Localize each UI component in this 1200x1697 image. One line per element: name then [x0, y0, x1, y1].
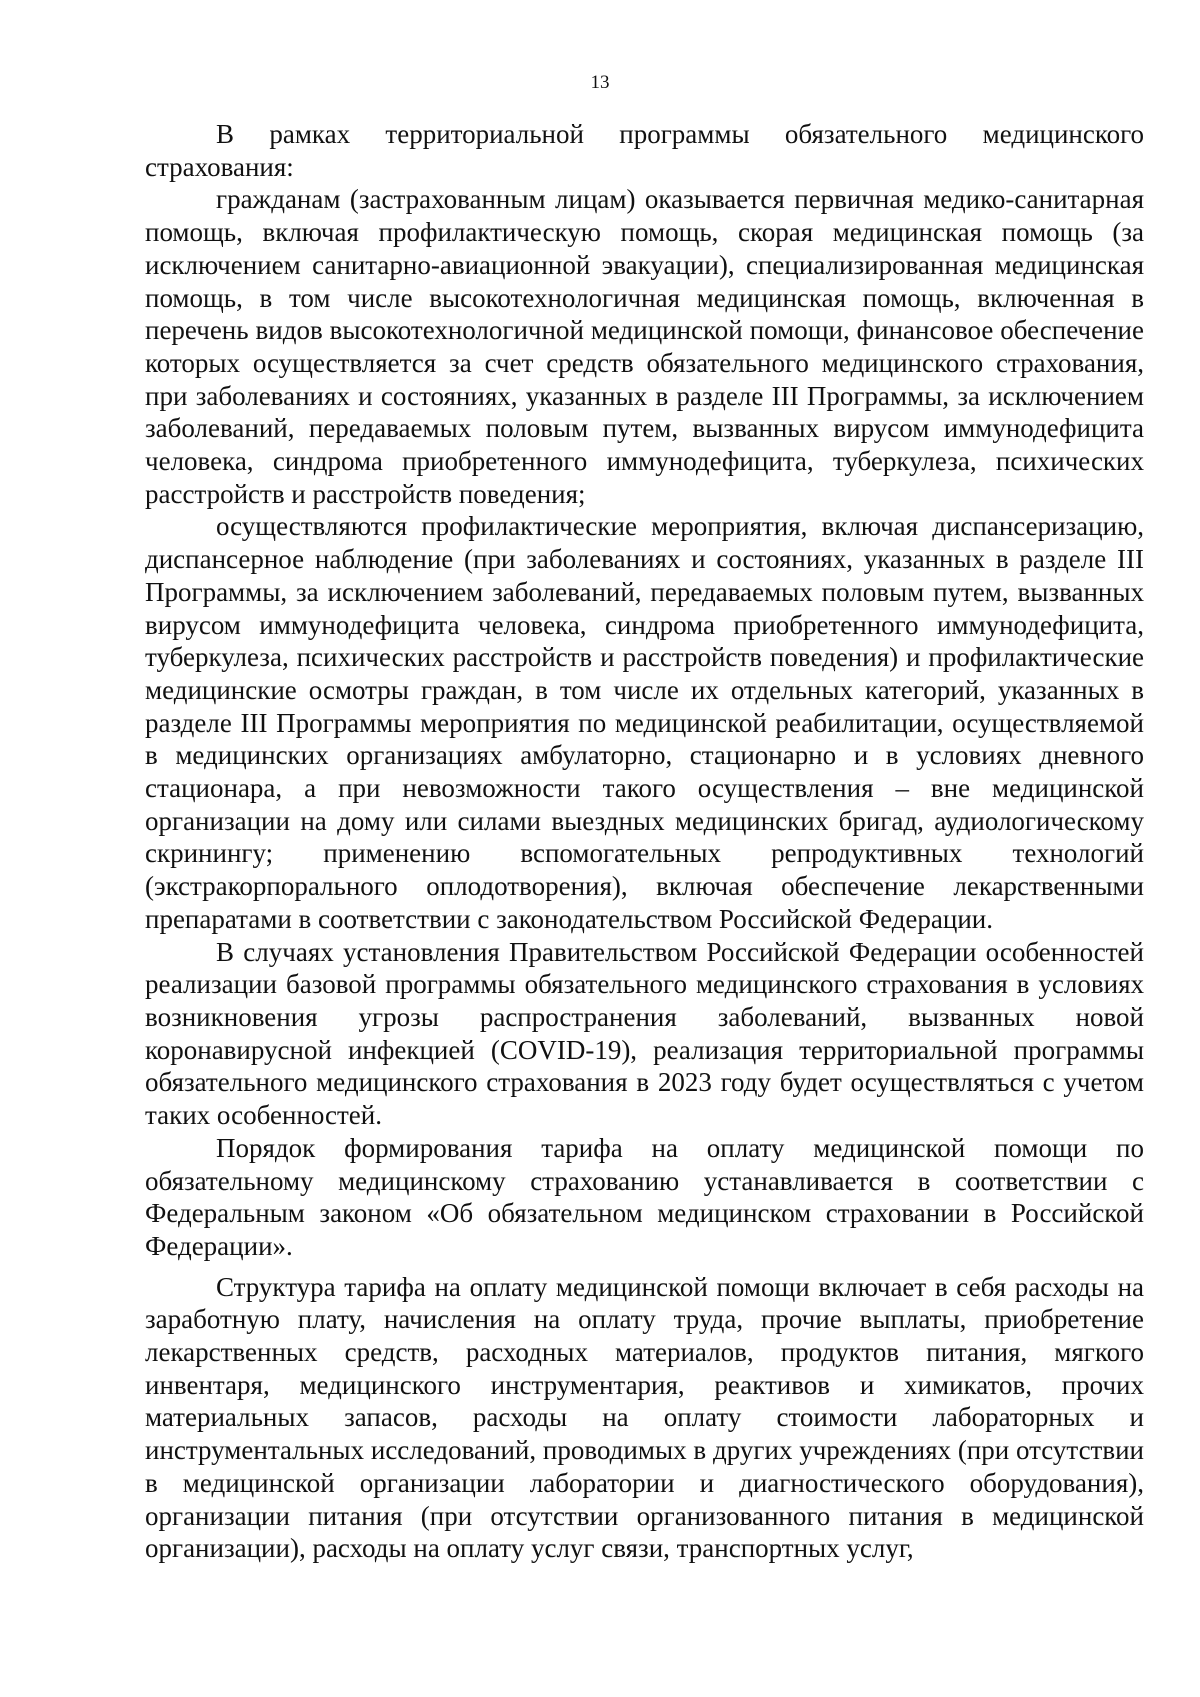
paragraph-citizens-care: гражданам (застрахованным лицам) оказывается первичная медико-санитарная помощь, включая профилактическую помощь, скорая медицинская помощь (за исключением санитарно-авиационной эвакуации), специализированная медицинская помощь, в том числе высокотехнологичная медицинская помощь, включенная в перечень видов высокотехнологичной медицинской помощи, финансовое обеспечение которых осуществляется за счет средств обязательного медицинского страхования, при заболеваниях и состояниях, указанных в разделе III Программы, за исключением заболеваний, передаваемых половым путем, вызванных вирусом иммунодефицита человека, синдрома приобретенного иммунодефицита, туберкулеза, психических расстройств и расстройств поведения; [145, 184, 1144, 509]
page-number: 13 [590, 72, 610, 93]
paragraph-covid-features: В случаях установления Правительством Российской Федерации особенностей реализации базовой программы обязательного медицинского страхования в условиях возникновения угрозы распространения заболеваний, вызванных новой коронавирусной инфекцией (COVID-19), реализация территориальной программы обязательного медицинского страхования в 2023 году будет осуществляться с учетом таких особенностей. [145, 936, 1144, 1131]
paragraph-tariff-procedure: Порядок формирования тарифа на оплату медицинской помощи по обязательному медицинскому страхованию устанавливается в соответствии с Федеральным законом «Об обязательном медицинском страховании в Российской Федерации». [145, 1132, 1144, 1261]
paragraph-preventive-measures: осуществляются профилактические мероприятия, включая диспансеризацию, диспансерное наблюдение (при заболеваниях и состояниях, указанных в разделе III Программы, за исключением заболеваний, передаваемых половым путем, вызванных вирусом иммунодефицита человека, синдрома приобретенного иммунодефицита, туберкулеза, психических расстройств и расстройств поведения) и профилактические медицинские осмотры граждан, в том числе их отдельных категорий, указанных в разделе III Программы мероприятия по медицинской реабилитации, осуществляемой в медицинских организациях амбулаторно, стационарно и в условиях дневного стационара, а при невозможности такого осуществления – вне медицинской организации на дому или силами выездных медицинских бригад, аудиологическому скринингу; применению вспомогательных репродуктивных технологий (экстракорпорального оплодотворения), включая обеспечение лекарственными препаратами в соответствии с законодательством Российской Федерации. [145, 511, 1144, 934]
paragraph-intro: В рамках территориальной программы обязательного медицинского страхования: [145, 119, 1144, 182]
paragraph-tariff-structure: Структура тарифа на оплату медицинской помощи включает в себя расходы на заработную плату, начисления на оплату труда, прочие выплаты, приобретение лекарственных средств, расходных материалов, продуктов питания, мягкого инвентаря, медицинского инструментария, реактивов и химикатов, прочих материальных запасов, расходы на оплату стоимости лабораторных и инструментальных исследований, проводимых в других учреждениях (при отсутствии в медицинской организации лаборатории и диагностического оборудования), организации питания (при отсутствии организованного питания в медицинской организации), расходы на оплату услуг связи, транспортных услуг, [145, 1271, 1144, 1564]
document-body [145, 118, 1144, 1565]
